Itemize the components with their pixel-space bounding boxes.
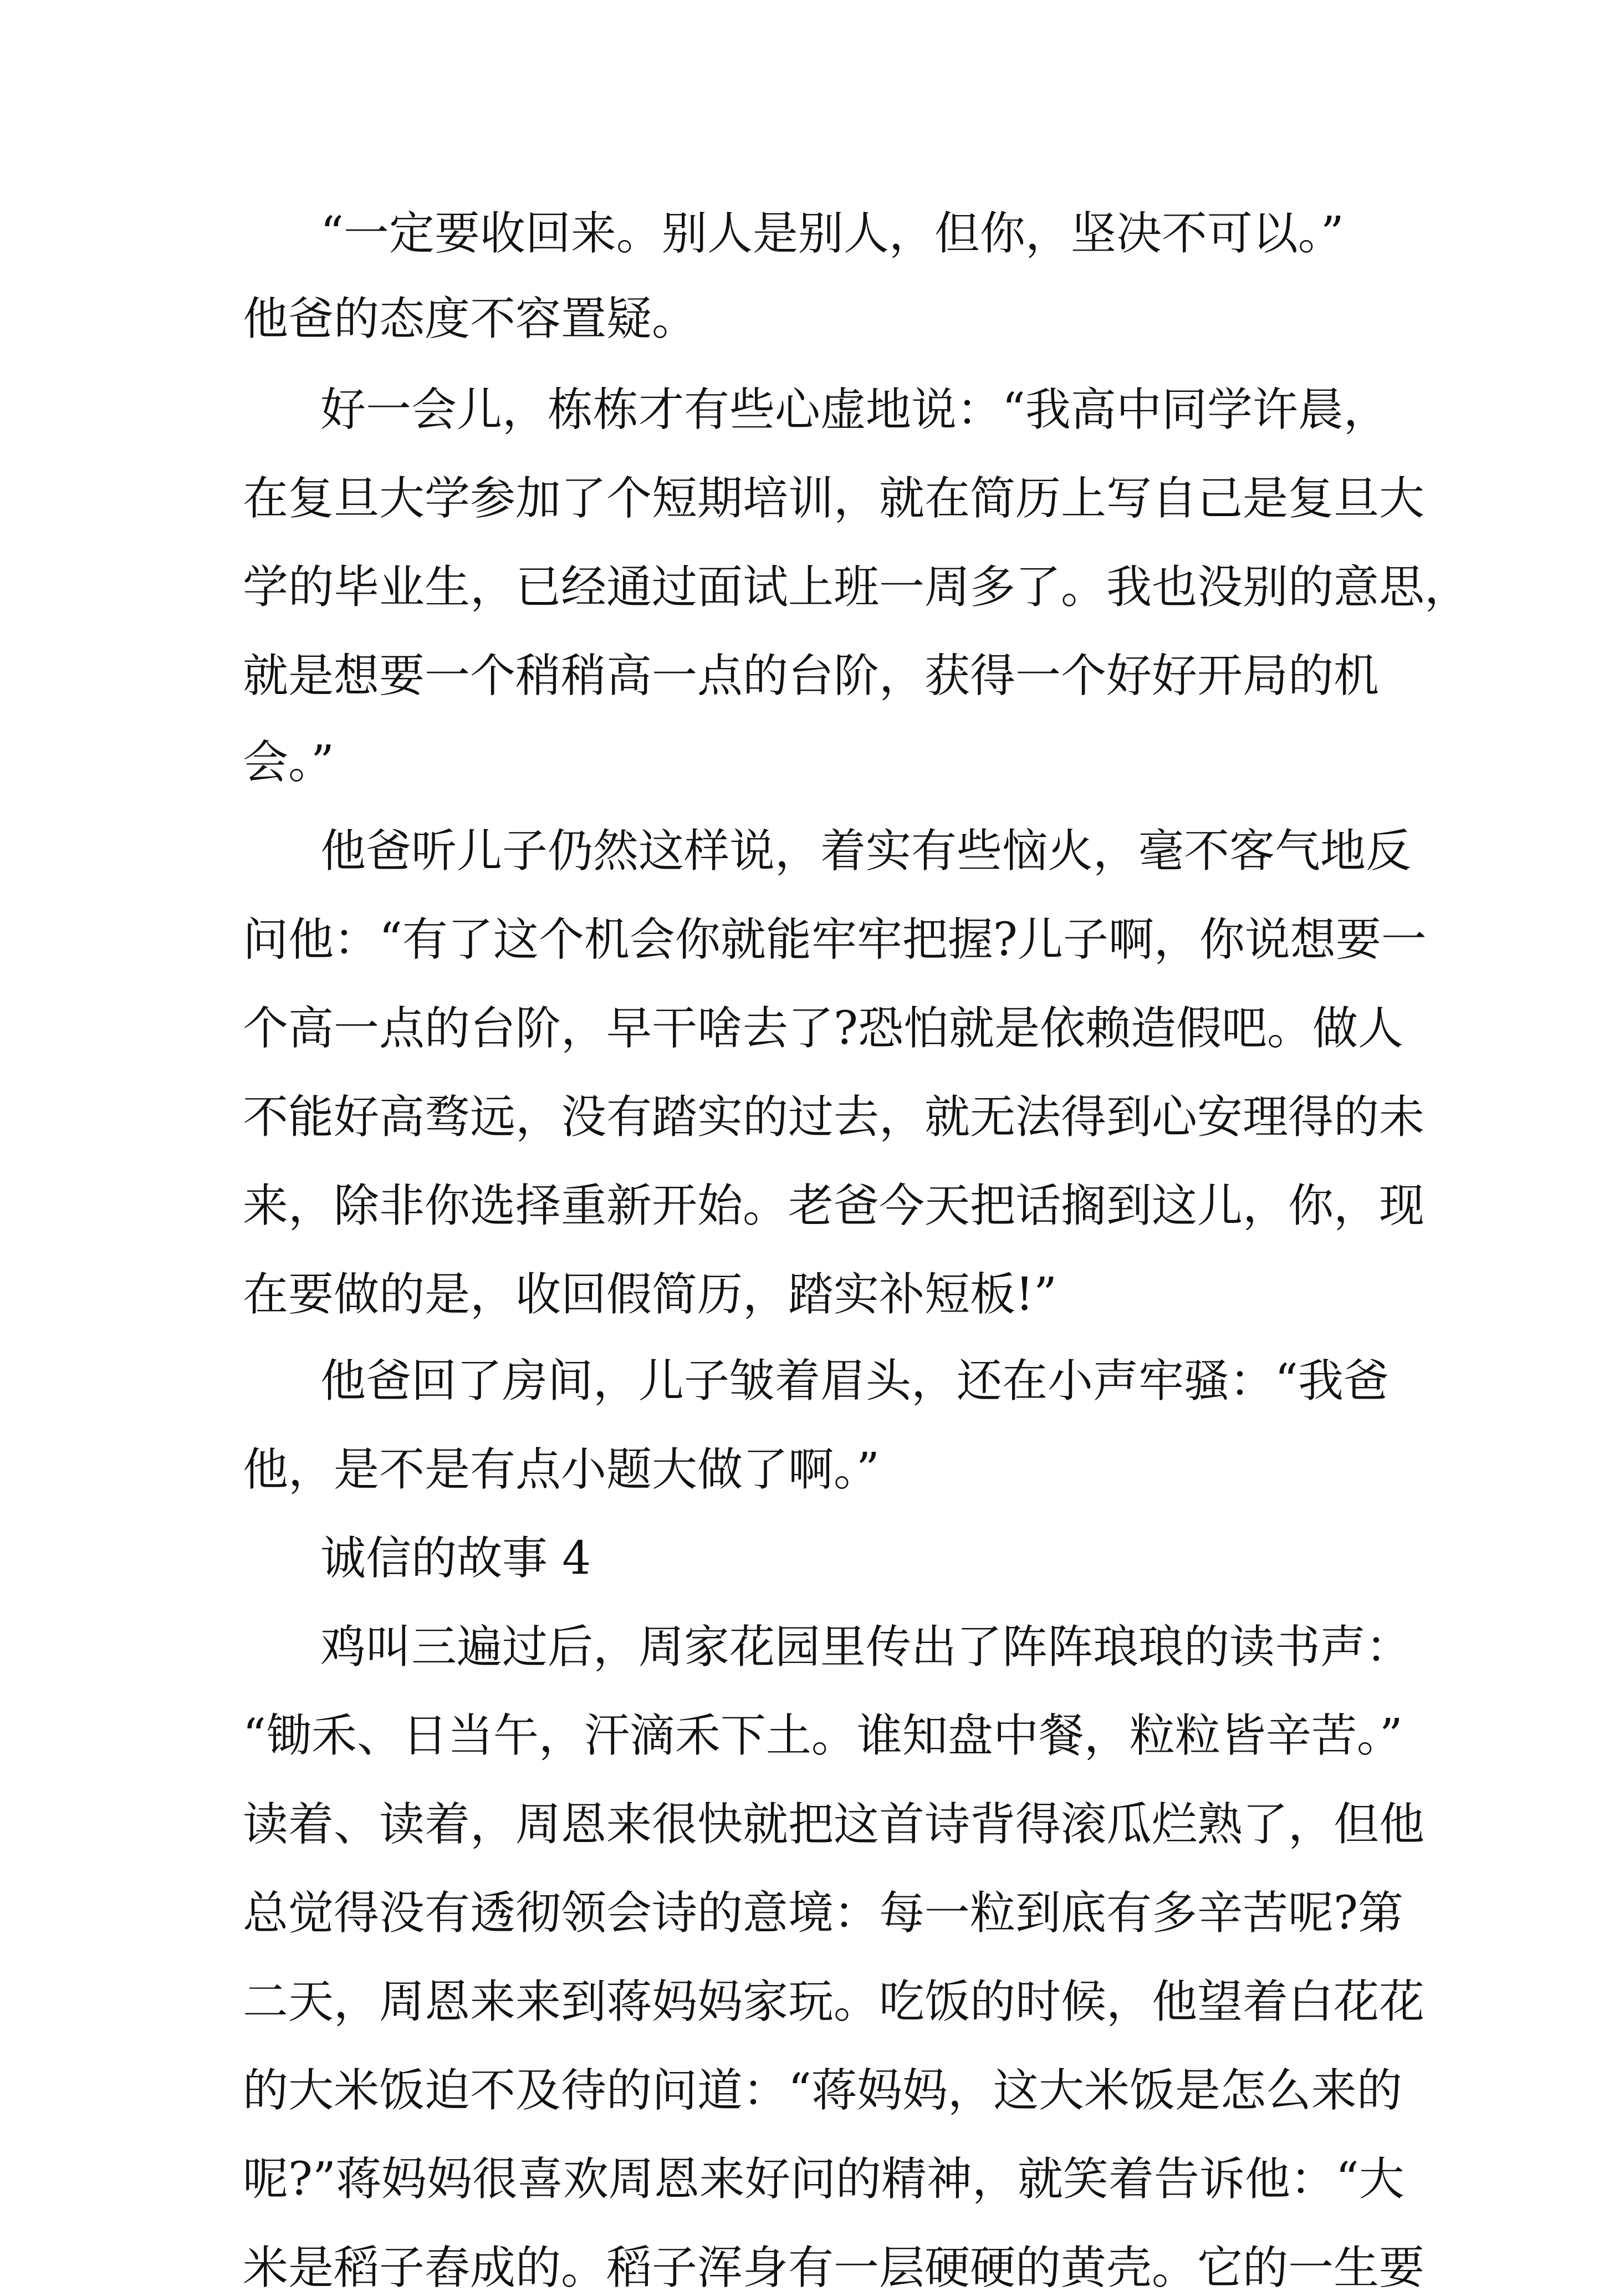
text-line: 在要做的是，收回假简历，踏实补短板!” [243, 1268, 1057, 1321]
text-line: “一定要收回来。别人是别人，但你，坚决不可以。” [320, 207, 1344, 260]
text-line: 就是想要一个稍稍高一点的台阶，获得一个好好开局的机 [243, 650, 1380, 702]
text-line: 问他：“有了这个机会你就能牢牢把握?儿子啊，你说想要一 [243, 914, 1427, 966]
text-line: 他爸听儿子仍然这样说，着实有些恼火，毫不客气地反 [320, 825, 1412, 877]
text-line: “锄禾、日当午，汗滴禾下土。谁知盘中餐，粒粒皆辛苦。” [243, 1710, 1403, 1762]
text-line: 会。” [243, 736, 334, 789]
text-line: 他，是不是有点小题大做了啊。” [243, 1443, 880, 1496]
text-line: 呢?”蒋妈妈很喜欢周恩来好问的精神，就笑着告诉他：“大 [243, 2153, 1404, 2206]
text-line: 他爸的态度不容置疑。 [243, 293, 698, 345]
text-line: 他爸回了房间，儿子皱着眉头，还在小声牢骚：“我爸 [320, 1355, 1389, 1407]
text-line: 总觉得没有透彻领会诗的意境：每一粒到底有多辛苦呢?第 [243, 1887, 1403, 1940]
text-line: 学的毕业生，已经通过面试上班一周多了。我也没别的意思， [243, 561, 1470, 614]
text-line: 读着、读着，周恩来很快就把这首诗背得滚瓜烂熟了，但他 [243, 1798, 1425, 1851]
text-line: 米是稻子舂成的。稻子浑身有一层硬硬的黄壳。它的一生要 [243, 2242, 1425, 2294]
text-line: 来，除非你选择重新开始。老爸今天把话搁到这儿，你，现 [243, 1180, 1425, 1232]
text-line: 在复旦大学参加了个短期培训，就在简历上写自己是复旦大 [243, 472, 1425, 525]
text-line: 不能好高骛远，没有踏实的过去，就无法得到心安理得的未 [243, 1091, 1425, 1144]
section-heading: 诚信的故事 4 [320, 1532, 591, 1585]
text-line: 的大米饭迫不及待的问道：“蒋妈妈，这大米饭是怎么来的 [243, 2064, 1402, 2117]
text-line: 鸡叫三遍过后，周家花园里传出了阵阵琅琅的读书声： [320, 1621, 1412, 1673]
text-line: 个高一点的台阶，早干啥去了?恐怕就是依赖造假吧。做人 [243, 1002, 1403, 1055]
text-line: 二天，周恩来来到蒋妈妈家玩。吃饭的时候，他望着白花花 [243, 1976, 1425, 2028]
text-line: 好一会儿，栋栋才有些心虚地说：“我高中同学许晨， [320, 384, 1389, 436]
